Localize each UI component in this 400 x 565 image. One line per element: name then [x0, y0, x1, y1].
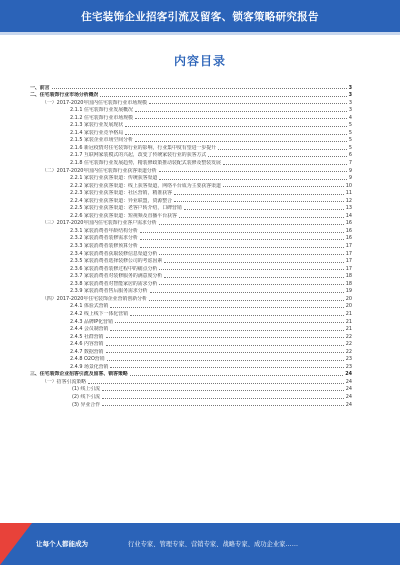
toc-entry[interactable] [30, 136, 352, 144]
toc-page-number: 17 [345, 265, 352, 272]
toc-entry[interactable] [30, 196, 352, 204]
toc-entry[interactable] [30, 234, 352, 242]
footer-tagline: 行业专家、管理专家、营销专家、战略专家、成功企业家…… [128, 541, 299, 548]
toc-entry-text: 2.4.9 场景化营销 [70, 363, 109, 370]
toc-page-number: 18 [345, 273, 352, 280]
toc-leader-dots [135, 111, 347, 112]
toc-entry-text: 二、住宅装饰行业市场分析概况 [30, 92, 99, 99]
toc-entry-text: 2.4.8 O2O营销 [70, 356, 105, 363]
toc-page-number: 18 [345, 280, 352, 287]
toc-leader-dots [106, 337, 344, 338]
toc-leader-dots [164, 277, 344, 278]
toc-leader-dots [159, 284, 343, 285]
toc-page-number: 11 [345, 190, 352, 197]
toc-leader-dots [159, 224, 344, 225]
toc-entry-text: 2.1.8 住宅装饰行业发展趋势，精装修政策推动装配式装修及整装发展 [70, 160, 221, 167]
toc-entry-text: 2.3.9 家装消费者售后服务需求分析 [70, 288, 148, 295]
toc-entry[interactable] [30, 128, 352, 136]
toc-entry-text: 2.1.2 住宅装饰行业市场规模 [70, 114, 133, 121]
toc-leader-dots [149, 103, 347, 104]
toc-page-number: 16 [345, 235, 352, 242]
toc-entry-text: （二）2017-2020年国内住宅装饰行业获客渠道分析 [42, 167, 157, 174]
toc-leader-dots [150, 292, 344, 293]
toc-page-number: 5 [348, 129, 352, 136]
toc-page-number: 23 [345, 363, 352, 370]
toc-page-number: 5 [348, 144, 352, 151]
toc-entry[interactable] [30, 309, 352, 317]
toc-leader-dots [100, 96, 346, 97]
toc-entry[interactable] [30, 83, 352, 91]
toc-entry-text: 2.1.1 住宅装饰行业发展概况 [70, 107, 133, 114]
toc-entry-text: (2) 线下引流 [72, 393, 101, 400]
toc-leader-dots [110, 330, 343, 331]
toc-leader-dots [159, 179, 347, 180]
toc-page-number: 3 [348, 92, 352, 99]
toc-page-number: 10 [345, 182, 352, 189]
toc-entry-text: 2.4.3 品牌IP化营销 [70, 318, 113, 325]
toc-entry[interactable] [30, 385, 352, 393]
toc-page-number: 21 [345, 318, 352, 325]
toc-entry-text: 2.3.3 家装消费者装修预算分析 [70, 243, 138, 250]
toc-page-number: 9 [348, 167, 352, 174]
footer-bar [0, 523, 400, 565]
toc-leader-dots [130, 315, 344, 316]
toc-leader-dots [174, 194, 344, 195]
toc-leader-dots [140, 232, 344, 233]
toc-page-number: 7 [348, 160, 352, 167]
toc-page-number: 17 [345, 258, 352, 265]
toc-page-number: 13 [345, 205, 352, 212]
toc-entry-text: 2.4.1 体验式营销 [70, 303, 109, 310]
toc-entry-text: (3) 异业合作 [72, 401, 101, 408]
toc-entry-text: 2.2.6 家装行业获客渠道：短视频及直播平台获客 [70, 212, 177, 219]
toc-title: 内容目录 [173, 54, 226, 68]
toc-page-number: 20 [345, 295, 352, 302]
toc-entry[interactable] [30, 181, 352, 189]
toc-entry-text: 2.1.5 家装企业市场空间分析 [70, 137, 133, 144]
toc-page-number: 17 [345, 250, 352, 257]
toc-leader-dots [110, 307, 343, 308]
toc-leader-dots [223, 186, 344, 187]
toc-page-number: 24 [345, 393, 352, 400]
toc-entry-text: （一）2017-2020年国内住宅装饰行业市场规模 [42, 99, 147, 106]
toc-entry[interactable] [30, 377, 352, 385]
toc-entry[interactable] [30, 226, 352, 234]
toc-page-number: 14 [345, 212, 352, 219]
toc-entry[interactable] [30, 392, 352, 400]
toc-entry[interactable] [30, 355, 352, 363]
toc-entry[interactable] [30, 98, 352, 106]
toc-entry[interactable] [30, 362, 352, 370]
toc-entry[interactable] [30, 151, 352, 159]
toc-leader-dots [159, 269, 343, 270]
toc-entry-text: 2.3.1 家装消费者年龄结构分析 [70, 227, 138, 234]
toc-page-number: 22 [345, 333, 352, 340]
toc-entry-text: 2.1.6 新冠疫情对住宅装饰行业的影响，行业集中度有望进一步提升 [70, 144, 217, 151]
toc-entry-text: 一、前言 [30, 84, 50, 91]
toc-leader-dots [125, 126, 347, 127]
toc-entry[interactable] [30, 249, 352, 257]
toc-leader-dots [179, 217, 344, 218]
toc-entry[interactable] [30, 158, 352, 166]
toc-entry-text: （一）招客引流策略 [42, 378, 87, 385]
toc-entry[interactable] [30, 279, 352, 287]
toc-page-number: 24 [345, 371, 352, 378]
toc-entry-text: 2.4.5 社群营销 [70, 333, 104, 340]
toc-page-number: 9 [348, 175, 352, 182]
toc-page-number: 23 [345, 356, 352, 363]
toc-entry-text: 2.3.7 家装消费者对装修服务的满意度分析 [70, 273, 163, 280]
toc-page-number: 22 [345, 341, 352, 348]
toc-leader-dots [125, 134, 347, 135]
toc-page-number: 4 [348, 114, 352, 121]
toc-entry[interactable] [30, 287, 352, 295]
toc-page-number: 24 [345, 401, 352, 408]
toc-leader-dots [223, 164, 347, 165]
toc-leader-dots [218, 149, 347, 150]
toc-entry-text: （四）2017-2020年住宅装饰企业营销创新分析 [42, 295, 147, 302]
toc-leader-dots [140, 247, 344, 248]
toc-entry-text: 2.4.4 会员制营销 [70, 326, 109, 333]
toc-leader-dots [106, 352, 344, 353]
toc-leader-dots [164, 262, 344, 263]
footer-accent [0, 523, 32, 565]
toc-entry-text: 2.3.4 家装消费者获取装修信息渠道分析 [70, 250, 158, 257]
toc-page-number: 22 [345, 348, 352, 355]
toc-leader-dots [159, 254, 343, 255]
toc-entry-text: 2.1.3 家装行业发展现状 [70, 122, 124, 129]
toc-entry[interactable] [30, 340, 352, 348]
toc-page-number: 17 [345, 243, 352, 250]
toc-page-number: 20 [345, 303, 352, 310]
toc-page-number: 5 [348, 137, 352, 144]
toc-entry[interactable] [30, 257, 352, 265]
toc-leader-dots [140, 239, 344, 240]
toc-entry[interactable] [30, 113, 352, 121]
toc-entry-text: 2.3.2 家装消费者装修需求分析 [70, 235, 138, 242]
toc-entry-text: 2.3.5 家装消费者选择装修公司的考虑因素 [70, 258, 163, 265]
toc-entry[interactable] [30, 121, 352, 129]
toc-leader-dots [149, 300, 344, 301]
toc-page-number: 3 [348, 107, 352, 114]
toc-entry[interactable] [30, 294, 352, 302]
toc-entry[interactable] [30, 317, 352, 325]
toc-page-number: 12 [345, 197, 352, 204]
toc-entry-text: 三、住宅装饰企业招客引流及留客、锁客策略 [30, 371, 128, 378]
toc-entry[interactable] [30, 370, 352, 378]
toc-entry[interactable] [30, 211, 352, 219]
footer-slogan: 让每个人都能成为 [36, 540, 88, 548]
toc-page-number: 3 [348, 84, 352, 91]
toc-page-number: 16 [345, 220, 352, 227]
toc-entry[interactable] [30, 347, 352, 355]
toc-entry[interactable] [30, 272, 352, 280]
toc-page-number: 24 [345, 386, 352, 393]
toc-entry-text: 2.3.8 家装消费者对智能家居的需求分析 [70, 280, 158, 287]
toc-entry-text: 2.2.4 家装行业获客渠道：异业联盟，资源整合 [70, 197, 173, 204]
toc-leader-dots [110, 367, 343, 368]
toc-page-number: 16 [345, 227, 352, 234]
toc-entry[interactable] [30, 106, 352, 114]
toc-entry-text: 2.4.2 线上线下一体化营销 [70, 310, 129, 317]
toc-entry-text: 2.2.1 家装行业获客渠道：传统获客渠道 [70, 175, 158, 182]
report-title: 住宅装饰企业招客引流及留客、锁客策略研究报告 [81, 11, 319, 23]
toc-entry-text: （三）2017-2020年国内住宅装饰行业客户需求分析 [42, 220, 157, 227]
toc-leader-dots [135, 118, 347, 119]
toc-entry-text: 2.3.6 家装消费者装修过程中的痛点分析 [70, 265, 158, 272]
toc-leader-dots [88, 383, 344, 384]
toc-entry[interactable] [30, 143, 352, 151]
toc-leader-dots [130, 375, 343, 376]
toc-entry[interactable] [30, 189, 352, 197]
toc-entry[interactable] [30, 400, 352, 408]
toc-leader-dots [135, 141, 347, 142]
toc-entry[interactable] [30, 204, 352, 212]
toc-entry-text: (1) 线上引流 [72, 386, 101, 393]
toc-entry[interactable] [30, 325, 352, 333]
toc-entry-text: 2.4.7 数据营销 [70, 348, 104, 355]
toc-entry[interactable] [30, 241, 352, 249]
toc-entry-text: 2.1.4 家装行业竞争格局 [70, 129, 124, 136]
toc-page-number: 21 [345, 326, 352, 333]
toc-page-number: 19 [345, 288, 352, 295]
toc-leader-dots [102, 405, 344, 406]
toc-entry[interactable] [30, 166, 352, 174]
toc-leader-dots [208, 156, 347, 157]
toc-page-number: 21 [345, 310, 352, 317]
toc-page-number: 5 [348, 122, 352, 129]
header-bar [0, 0, 400, 32]
toc-leader-dots [184, 209, 344, 210]
toc-entry-text: 2.1.7 互联网家装模式的兴起，改变了传统家装行业的获客方式 [70, 152, 207, 159]
table-of-contents [30, 83, 352, 408]
toc-entry-text: 2.2.3 家装行业获客渠道：社区营销，精准获客 [70, 190, 173, 197]
toc-entry-text: 2.4.6 内容营销 [70, 341, 104, 348]
toc-entry[interactable] [30, 302, 352, 310]
toc-entry-text: 2.2.5 家装行业获客渠道：老客户转介绍，口碑营销 [70, 205, 182, 212]
toc-leader-dots [174, 201, 344, 202]
toc-leader-dots [102, 398, 344, 399]
toc-leader-dots [106, 345, 344, 346]
toc-entry-text: 2.2.2 家装行业获客渠道：线上获客渠道，网络平台成为主要获客渠道 [70, 182, 221, 189]
toc-page-number: 24 [345, 378, 352, 385]
toc-leader-dots [107, 360, 344, 361]
toc-entry[interactable] [30, 264, 352, 272]
toc-leader-dots [102, 390, 344, 391]
toc-entry[interactable] [30, 332, 352, 340]
toc-entry[interactable] [30, 91, 352, 99]
toc-entry[interactable] [30, 219, 352, 227]
toc-leader-dots [159, 171, 347, 172]
toc-page-number: 6 [348, 152, 352, 159]
toc-leader-dots [52, 88, 347, 89]
toc-page-number: 3 [348, 99, 352, 106]
toc-leader-dots [115, 322, 344, 323]
toc-entry[interactable] [30, 174, 352, 182]
header-divider [0, 32, 400, 35]
